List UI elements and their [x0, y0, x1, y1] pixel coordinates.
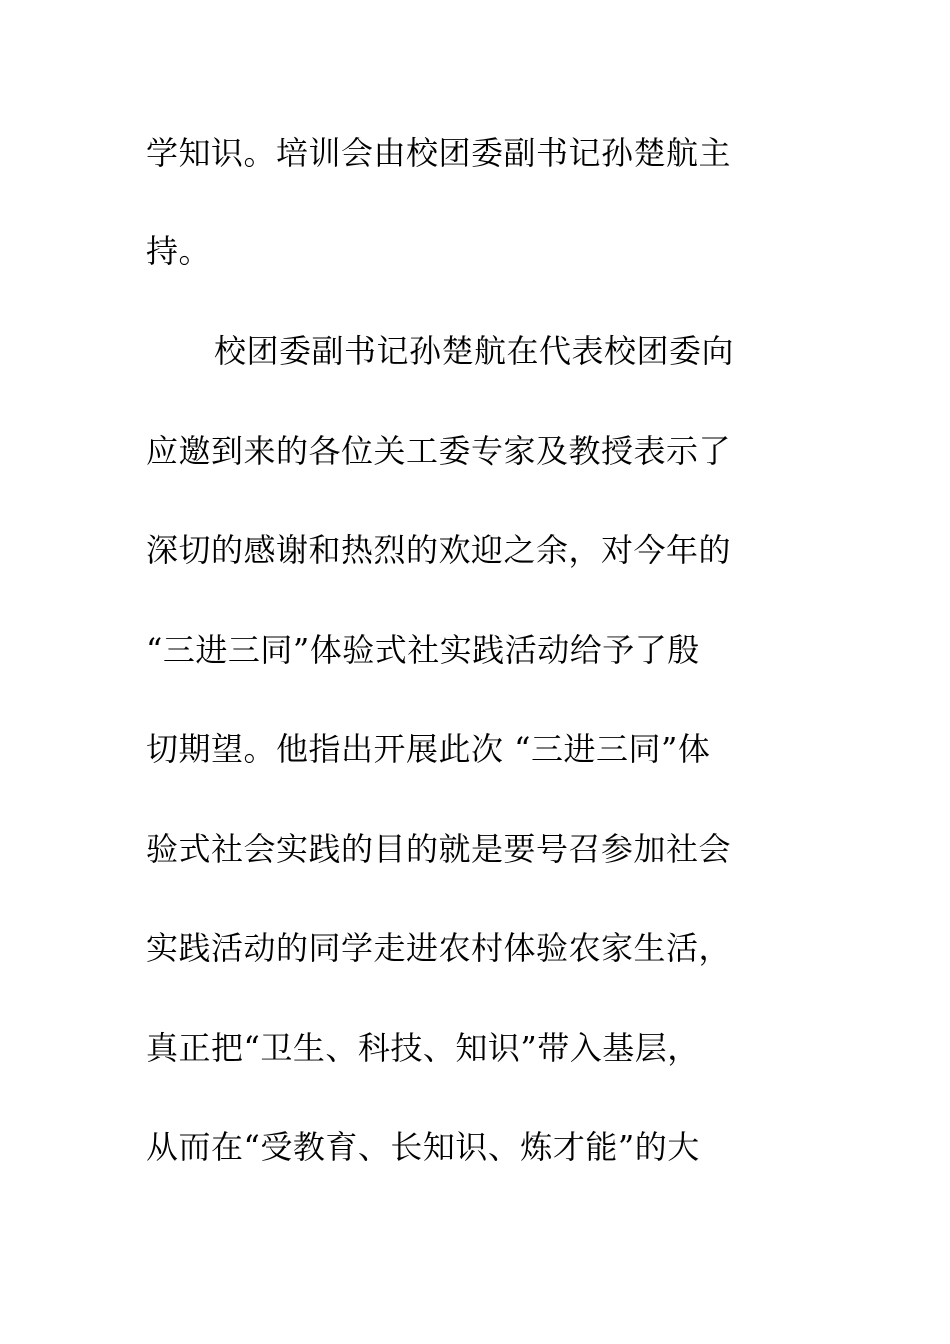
text-line-6: “三进三同”体验式社实践活动给予了殷	[146, 631, 700, 669]
text-line-4: 应邀到来的各位关工委专家及教授表示了	[146, 432, 732, 470]
text-line-10: 真正把“卫生、科技、知识”带入基层，	[146, 1029, 700, 1067]
text-line-9: 实践活动的同学走进农村体验农家生活，	[146, 929, 732, 967]
text-line-7: 切期望。他指出开展此次 “三进三同”体	[146, 730, 711, 768]
text-line-2: 持。	[146, 232, 212, 270]
text-line-8: 验式社会实践的目的就是要号召参加社会	[146, 830, 732, 868]
paragraph-start-line: 校团委副书记孙楚航在代表校团委向	[214, 332, 735, 370]
text-line-1: 学知识。培训会由校团委副书记孙楚航主	[146, 134, 732, 172]
text-line-5: 深切的感谢和热烈的欢迎之余，对今年的	[146, 531, 732, 569]
text-line-11: 从而在“受教育、长知识、炼才能”的大	[146, 1128, 700, 1166]
